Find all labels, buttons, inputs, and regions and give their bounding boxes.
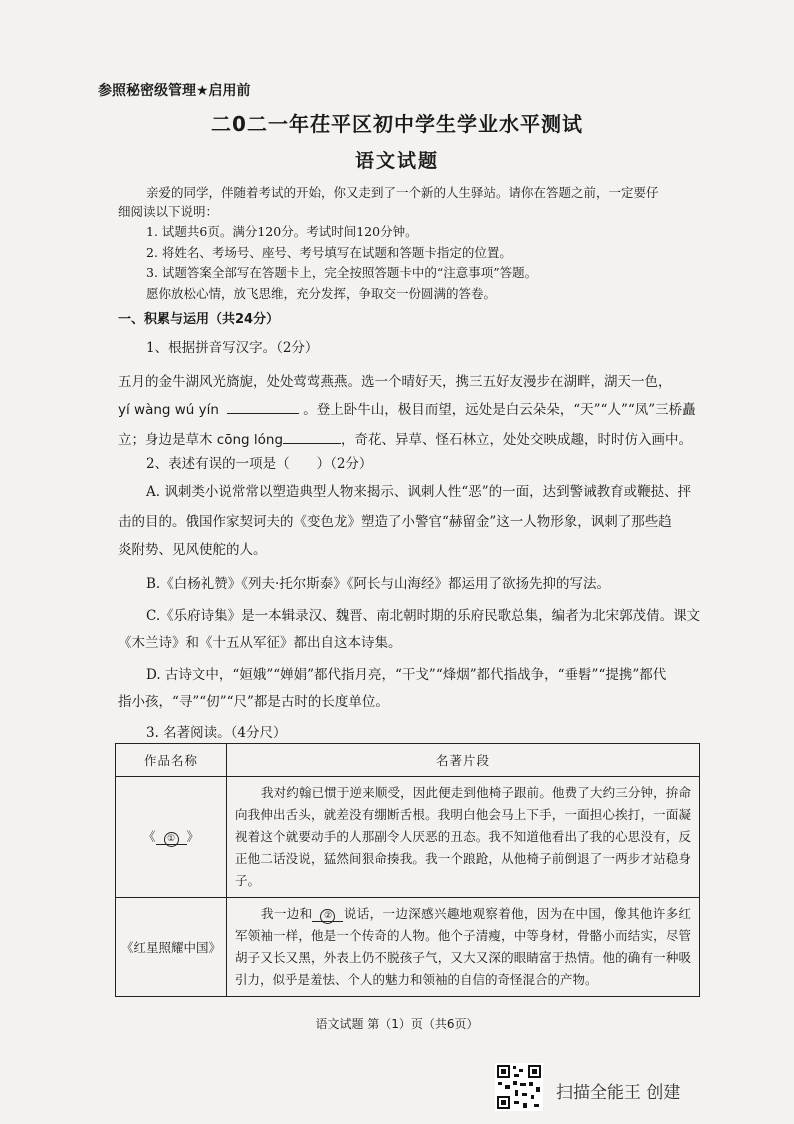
work-name-cell [116, 777, 227, 898]
excerpt-text-1: 我对约翰已惯于逆来顺受，因此便走到他椅子跟前。他费了大约三分钟，拚命向我伸出舌头，就差没有绷断舌根。我明白他会马上下手，一面担心挨打，一面凝视着这个就要动手的人那副令人厌恶的丑态。我不知道他看出了我的心思没有，反正他二话没说，猛然间狠命揍我。我一个踉跄，从他椅子前倒退了一两步才站稳身子。 [235, 785, 691, 888]
qr-code-icon [495, 1063, 543, 1111]
blank-marker-1: ① [164, 832, 179, 847]
question-1-passage-line-1: 五月的金牛湖风光旖旎，处处莺莺燕燕。选一个晴好天，携三五好友漫步在湖畔，湖天一色， [118, 374, 672, 390]
option-a-line-2: 击的目的。俄国作家契诃夫的《变色龙》塑造了小警官“赫留金”这一人物形象，讽刺了那些趋 [118, 514, 672, 530]
question-3-stem: 3. 名著阅读。（4分尺） [146, 725, 287, 741]
option-c-line-1: C.《乐府诗集》是一本辑录汉、魏晋、南北朝时期的乐府民歌总集，编者为北宋郭茂倩。课文 [146, 608, 701, 624]
question-2-stem: 2、表述有误的一项是（ ）（2分） [146, 456, 373, 472]
option-d-line-2: 指小孩，“寻”“仞”“尺”都是古时的长度单位。 [118, 694, 389, 710]
option-d-line-1: D. 古诗文中，“姮娥”“婵娟”都代指月亮，“干戈”“烽烟”都代指战争，“垂髫”“提携”都代 [146, 667, 667, 683]
question-1-passage-line-2 [118, 398, 696, 418]
table-header-row [116, 744, 700, 777]
scanner-watermark: 扫描全能王 创建 [556, 1083, 681, 1103]
option-a-line-1: A. 讽刺类小说常常以塑造典型人物来揭示、讽刺人性“恶”的一面，达到警诫教育或鞭挞、抨 [146, 484, 692, 500]
pinyin-prompt-1: yí wàng wú yín [118, 402, 219, 418]
table-row [116, 898, 700, 997]
instruction-1: 1. 试题共6页。满分120分。考试时间120分钟。 [146, 224, 418, 239]
excerpt-cell [227, 777, 700, 898]
excerpt-cell [227, 898, 700, 997]
good-luck-note: 愿你放松心情，放飞思维，充分发挥，争取交一份圆满的答卷。 [146, 286, 497, 301]
table-row [116, 777, 700, 898]
answer-blank-3 [156, 829, 187, 845]
pinyin-prompt-2: cōng lóng [216, 432, 284, 448]
book-title-open: 《 [142, 829, 156, 844]
page-footer: 语文试题 第（1）页（共6页） [315, 1017, 479, 1031]
instruction-2: 2. 将姓名、考场号、座号、考号填写在试题和答题卡指定的位置。 [146, 245, 512, 260]
answer-blank-2 [283, 429, 341, 444]
excerpt-text-2-pre: 我一边和 [261, 906, 313, 921]
answer-blank-4 [312, 906, 343, 922]
confidentiality-note: 参照秘密级管理★启用前 [98, 83, 251, 99]
subject-title: 语文试题 [354, 150, 439, 172]
option-b: B.《白杨礼赞》《列夫·托尔斯泰》《阿长与山海经》都运用了欲扬先抑的写法。 [146, 576, 611, 592]
section-1-heading: 一、积累与运用（共24分） [118, 312, 280, 327]
book-title-close: 》 [186, 829, 200, 844]
column-header-work: 作品名称 [116, 744, 227, 777]
work-name-cell: 《红星照耀中国》 [116, 898, 227, 997]
intro-line-2: 细阅读以下说明： [118, 204, 219, 219]
blank-marker-2: ② [320, 909, 335, 924]
passage-line-2-rest: 。登上卧牛山，极目而望，远处是白云朵朵，“天”“人”“凤”三桥矗 [303, 402, 696, 418]
option-a-line-3: 炎附势、见风使舵的人。 [118, 542, 267, 558]
classics-table [115, 743, 700, 997]
answer-blank-1 [227, 399, 299, 414]
column-header-excerpt: 名著片段 [227, 744, 700, 777]
passage-line-3-rest: ，奇花、异草、怪石林立，处处交映成趣，时时仿入画中。 [341, 432, 693, 448]
question-1-passage-line-3 [118, 428, 692, 448]
question-1-stem: 1、根据拼音写汉字。（2分） [146, 340, 319, 356]
excerpt-text-2-post: 说话，一边深感兴趣地观察着他，因为在中国，像其他许多红军领袖一样，他是一个传奇的人物。他个子清瘦，中等身材，骨骼小而结实，尽管胡子又长又黑，外表上仍不脱孩子气，又大又深的眼睛富于热情。他的确有一种吸引力，似乎是羞怯、个人的魅力和领袖的自信的奇怪混合的产物。 [235, 906, 691, 987]
intro-line-1: 亲爱的同学，伴随着考试的开始，你又走到了一个新的人生驿站。请你在答题之前，一定要仔 [146, 185, 659, 200]
option-c-line-2: 《木兰诗》和《十五从军征》都出自这本诗集。 [118, 635, 402, 651]
passage-line-3-pre: 立；身边是草木 [118, 432, 213, 448]
instruction-3: 3. 试题答案全部写在答题卡上，完全按照答题卡中的“注意事项”答题。 [146, 265, 538, 280]
exam-title: 二0二一年茌平区初中学生学业水平测试 [211, 112, 583, 136]
